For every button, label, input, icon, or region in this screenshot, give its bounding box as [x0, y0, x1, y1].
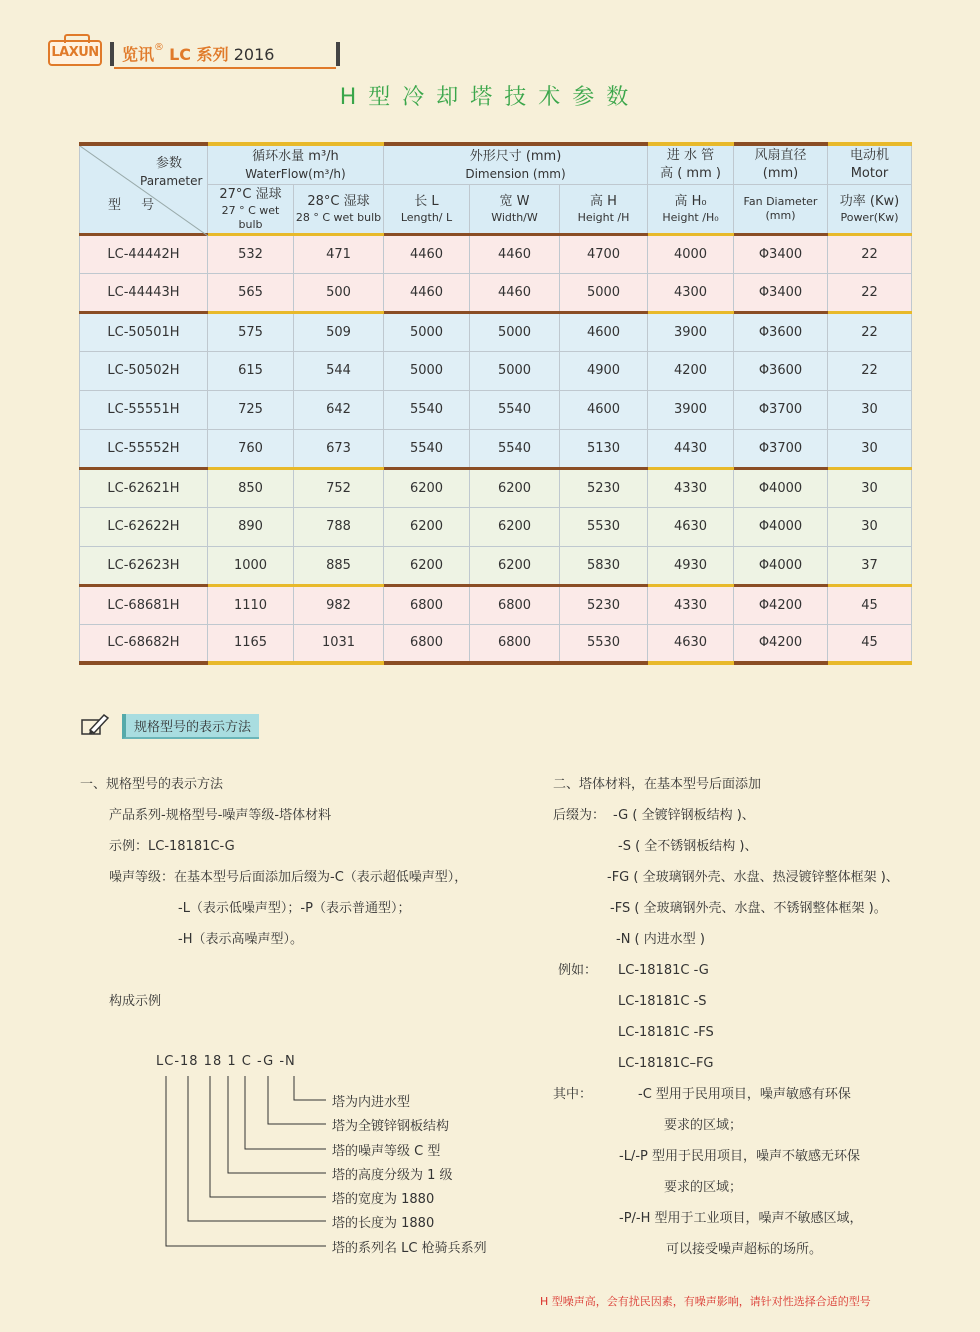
note-ph-cont: 可以接受噪声超标的场所。 — [666, 1242, 823, 1257]
value-cell: 885 — [294, 546, 384, 585]
value-cell: 6800 — [384, 624, 470, 663]
length-header — [384, 184, 470, 234]
power-header — [828, 184, 912, 234]
width-cn: 宽 W — [499, 193, 530, 209]
value-cell: 6800 — [470, 624, 560, 663]
power-cn: 功率 (Kw) — [839, 193, 900, 209]
suffix-fs: -FS ( 全玻璃钢外壳、水盘、不锈钢整体框架 )。 — [610, 901, 887, 916]
value-cell: 4600 — [560, 312, 648, 351]
width-en: Width/W — [491, 210, 538, 224]
motor-header — [828, 144, 912, 184]
value-cell: 575 — [208, 312, 294, 351]
diagonal-line — [80, 146, 208, 236]
value-cell: 6200 — [470, 546, 560, 585]
table-row — [80, 546, 912, 585]
right-heading: 二、塔体材料，在基本型号后面添加 — [553, 777, 762, 792]
value-cell: 4460 — [470, 234, 560, 273]
suffix-g: -G ( 全镀锌钢板结构 )、 — [613, 808, 755, 823]
value-cell: 615 — [208, 351, 294, 390]
left-format: 产品系列-规格型号-噪声等级-塔体材料 — [109, 808, 332, 823]
example-model-code: LC-18 18 1 C -G -N — [156, 1054, 296, 1069]
value-cell: 1031 — [294, 624, 384, 663]
value-cell: 4930 — [648, 546, 734, 585]
wb28-cn: 28°C 湿球 — [307, 193, 370, 209]
value-cell: 509 — [294, 312, 384, 351]
model-label-cn: 型 号 — [108, 198, 163, 213]
left-heading: 一、规格型号的表示方法 — [80, 777, 224, 792]
suffix-label: 后缀为： — [553, 808, 606, 823]
breakdown-label: 塔的高度分级为 1 级 — [332, 1168, 453, 1183]
inlet-cn-1: 进 水 管 — [666, 147, 715, 163]
value-cell: 4600 — [560, 390, 648, 429]
value-cell: 22 — [828, 351, 912, 390]
value-cell: 22 — [828, 273, 912, 312]
value-cell: 4460 — [470, 273, 560, 312]
model-cell: LC-68681H — [80, 585, 208, 624]
value-cell: 1110 — [208, 585, 294, 624]
value-cell: 5540 — [384, 429, 470, 468]
fan-en-header — [734, 184, 828, 234]
value-cell: 4200 — [648, 351, 734, 390]
note-ph: -P/-H 型用于工业项目，噪声不敏感区域， — [619, 1211, 863, 1226]
value-cell: 642 — [294, 390, 384, 429]
value-cell: 760 — [208, 429, 294, 468]
model-cell: LC-62623H — [80, 546, 208, 585]
value-cell: 5130 — [560, 429, 648, 468]
value-cell: 725 — [208, 390, 294, 429]
value-cell: 788 — [294, 507, 384, 546]
value-cell: 6200 — [470, 468, 560, 507]
value-cell: 673 — [294, 429, 384, 468]
model-breakdown-diagram — [156, 1054, 556, 1264]
value-cell: 5230 — [560, 585, 648, 624]
value-cell: 5540 — [470, 390, 560, 429]
inlet-h: 高 H₀ — [674, 193, 707, 209]
value-cell: 4700 — [560, 234, 648, 273]
note-lp: -L/-P 型用于民用项目，噪声不敏感无环保 — [619, 1149, 860, 1164]
page-title: H型冷却塔技术参数 — [339, 85, 641, 110]
breakdown-label: 塔的宽度为 1880 — [332, 1192, 435, 1207]
dimension-en: Dimension (mm) — [465, 166, 566, 181]
fan-cn-2: (mm) — [762, 165, 799, 181]
value-cell: 6200 — [384, 468, 470, 507]
value-cell: Φ3400 — [734, 234, 828, 273]
table-row — [80, 234, 912, 273]
logo-text: LAXUN — [51, 45, 99, 60]
spec-table-body — [80, 234, 912, 663]
value-cell: 5530 — [560, 624, 648, 663]
note-c: -C 型用于民用项目，噪声敏感有环保 — [638, 1087, 851, 1102]
left-noise-lp: -L（表示低噪声型）；-P（表示普通型）； — [178, 901, 411, 916]
value-cell: 4460 — [384, 273, 470, 312]
value-cell: 565 — [208, 273, 294, 312]
value-cell: 890 — [208, 507, 294, 546]
suffix-n: -N ( 内进水型 ) — [616, 932, 705, 947]
example-s: LC-18181C -S — [618, 994, 707, 1009]
value-cell: 4300 — [648, 273, 734, 312]
value-cell: 4460 — [384, 234, 470, 273]
table-row — [80, 507, 912, 546]
waterflow-header — [208, 144, 384, 184]
length-en: Length/ L — [400, 210, 453, 224]
model-cell: LC-62622H — [80, 507, 208, 546]
model-cell: LC-44442H — [80, 234, 208, 273]
inlet-height-header — [648, 184, 734, 234]
value-cell: 6200 — [470, 507, 560, 546]
table-row — [80, 273, 912, 312]
value-cell: 1000 — [208, 546, 294, 585]
value-cell: 30 — [828, 429, 912, 468]
section-tag-label: 规格型号的表示方法 — [122, 714, 259, 739]
series-name: LC 系列 — [169, 45, 229, 64]
height-cn: 高 H — [590, 193, 617, 209]
value-cell: 30 — [828, 507, 912, 546]
breakdown-label: 塔为内进水型 — [332, 1095, 411, 1110]
header-diagonal-cell — [80, 144, 208, 234]
value-cell: Φ4000 — [734, 546, 828, 585]
header-underline — [114, 67, 336, 69]
example-g: LC-18181C -G — [618, 963, 709, 978]
wb28-header — [294, 184, 384, 234]
dimension-cn: 外形尺寸 (mm) — [469, 148, 562, 164]
model-cell: LC-68682H — [80, 624, 208, 663]
value-cell: Φ3600 — [734, 351, 828, 390]
wb27-cn: 27°C 湿球 — [219, 186, 282, 202]
suffix-s: -S ( 全不锈钢板结构 )、 — [618, 839, 758, 854]
header-divider-right — [336, 42, 340, 66]
model-cell: LC-55551H — [80, 390, 208, 429]
value-cell: 5000 — [384, 351, 470, 390]
value-cell: 982 — [294, 585, 384, 624]
left-composition: 构成示例 — [109, 994, 162, 1009]
catalog-year: 2016 — [233, 45, 275, 64]
model-cell: LC-50502H — [80, 351, 208, 390]
inlet-cn-2: 高 ( mm ) — [660, 165, 721, 181]
model-cell: LC-62621H — [80, 468, 208, 507]
value-cell: 5000 — [384, 312, 470, 351]
value-cell: 4430 — [648, 429, 734, 468]
suffix-fg: -FG ( 全玻璃钢外壳、水盘、热浸镀锌整体框架 )、 — [607, 870, 899, 885]
registered-mark: ® — [154, 42, 165, 53]
value-cell: 5000 — [560, 273, 648, 312]
inlet-header — [648, 144, 734, 184]
footnote-warning: H 型噪声高，会有扰民因素，有噪声影响，请针对性选择合适的型号 — [540, 1295, 871, 1308]
value-cell: 500 — [294, 273, 384, 312]
value-cell: Φ4000 — [734, 468, 828, 507]
page-header — [48, 38, 348, 70]
note-c-cont: 要求的区域； — [664, 1118, 743, 1133]
value-cell: 532 — [208, 234, 294, 273]
value-cell: 3900 — [648, 390, 734, 429]
breakdown-label: 塔为全镀锌钢板结构 — [332, 1119, 450, 1134]
value-cell: 5530 — [560, 507, 648, 546]
table-row — [80, 429, 912, 468]
waterflow-cn: 循环水量 m³/h — [252, 148, 339, 164]
value-cell: 3900 — [648, 312, 734, 351]
breakdown-lines — [156, 1054, 556, 1264]
width-header — [470, 184, 560, 234]
height-en: Height /H — [577, 210, 630, 224]
value-cell: Φ3400 — [734, 273, 828, 312]
waterflow-en: WaterFlow(m³/h) — [245, 166, 346, 181]
motor-en: Motor — [850, 165, 889, 181]
value-cell: Φ3700 — [734, 429, 828, 468]
fan-en-2: (mm) — [765, 208, 796, 222]
length-cn: 长 L — [414, 193, 439, 209]
value-cell: 752 — [294, 468, 384, 507]
param-label-en: Parameter — [140, 174, 203, 188]
value-cell: 37 — [828, 546, 912, 585]
value-cell: 4630 — [648, 507, 734, 546]
value-cell: 4900 — [560, 351, 648, 390]
value-cell: 45 — [828, 624, 912, 663]
value-cell: 6800 — [470, 585, 560, 624]
value-cell: Φ3600 — [734, 312, 828, 351]
breakdown-label: 塔的噪声等级 C 型 — [332, 1144, 441, 1159]
value-cell: 1165 — [208, 624, 294, 663]
table-row — [80, 312, 912, 351]
value-cell: 5830 — [560, 546, 648, 585]
value-cell: 544 — [294, 351, 384, 390]
example-fg: LC-18181C–FG — [618, 1056, 714, 1071]
model-cell: LC-44443H — [80, 273, 208, 312]
value-cell: Φ4200 — [734, 624, 828, 663]
model-cell: LC-55552H — [80, 429, 208, 468]
brand-name: 览讯 — [122, 45, 155, 64]
value-cell: 4000 — [648, 234, 734, 273]
logo-roof-shape — [64, 34, 90, 43]
wb27-en: 27 ° C wet bulb — [221, 203, 280, 231]
wb27-header — [208, 184, 294, 234]
value-cell: 30 — [828, 468, 912, 507]
value-cell: 5230 — [560, 468, 648, 507]
value-cell: 5540 — [384, 390, 470, 429]
table-row — [80, 585, 912, 624]
value-cell: 5540 — [470, 429, 560, 468]
breakdown-label: 塔的长度为 1880 — [332, 1216, 435, 1231]
param-label-cn: 参数 — [156, 156, 183, 171]
note-lp-cont: 要求的区域； — [664, 1180, 743, 1195]
value-cell: 30 — [828, 390, 912, 429]
laxun-logo — [48, 40, 102, 66]
table-row — [80, 351, 912, 390]
value-cell: 4330 — [648, 585, 734, 624]
table-row — [80, 624, 912, 663]
value-cell: Φ4200 — [734, 585, 828, 624]
value-cell: Φ3700 — [734, 390, 828, 429]
value-cell: Φ4000 — [734, 507, 828, 546]
power-en: Power(Kw) — [840, 210, 899, 224]
left-noise-h: -H（表示高噪声型）。 — [178, 932, 303, 947]
fan-en-1: Fan Diameter — [743, 194, 818, 208]
value-cell: 6200 — [384, 546, 470, 585]
table-row — [80, 390, 912, 429]
example-fs: LC-18181C -FS — [618, 1025, 714, 1040]
value-cell: 4330 — [648, 468, 734, 507]
breakdown-label: 塔的系列名 LC 枪骑兵系列 — [332, 1241, 487, 1256]
fan-header — [734, 144, 828, 184]
fan-cn-1: 风扇直径 — [754, 147, 807, 163]
left-example: 示例：LC-18181C-G — [109, 839, 235, 854]
value-cell: 45 — [828, 585, 912, 624]
model-cell: LC-50501H — [80, 312, 208, 351]
pen-note-icon — [80, 712, 110, 736]
value-cell: 4630 — [648, 624, 734, 663]
value-cell: 850 — [208, 468, 294, 507]
value-cell: 6200 — [384, 507, 470, 546]
table-row — [80, 468, 912, 507]
value-cell: 6800 — [384, 585, 470, 624]
spec-table — [79, 142, 912, 665]
inlet-en: Height /H₀ — [662, 210, 719, 224]
example-label: 例如： — [558, 963, 598, 978]
dimension-header — [384, 144, 648, 184]
value-cell: 5000 — [470, 312, 560, 351]
header-title — [122, 42, 274, 65]
header-divider-left — [110, 42, 114, 66]
value-cell: 471 — [294, 234, 384, 273]
height-header — [560, 184, 648, 234]
motor-cn: 电动机 — [849, 147, 889, 163]
left-noise-level: 噪声等级：在基本型号后面添加后缀为-C（表示超低噪声型）， — [109, 870, 468, 885]
value-cell: 22 — [828, 312, 912, 351]
wb28-en: 28 ° C wet bulb — [295, 210, 382, 224]
value-cell: 22 — [828, 234, 912, 273]
note-label: 其中： — [553, 1087, 593, 1102]
value-cell: 5000 — [470, 351, 560, 390]
